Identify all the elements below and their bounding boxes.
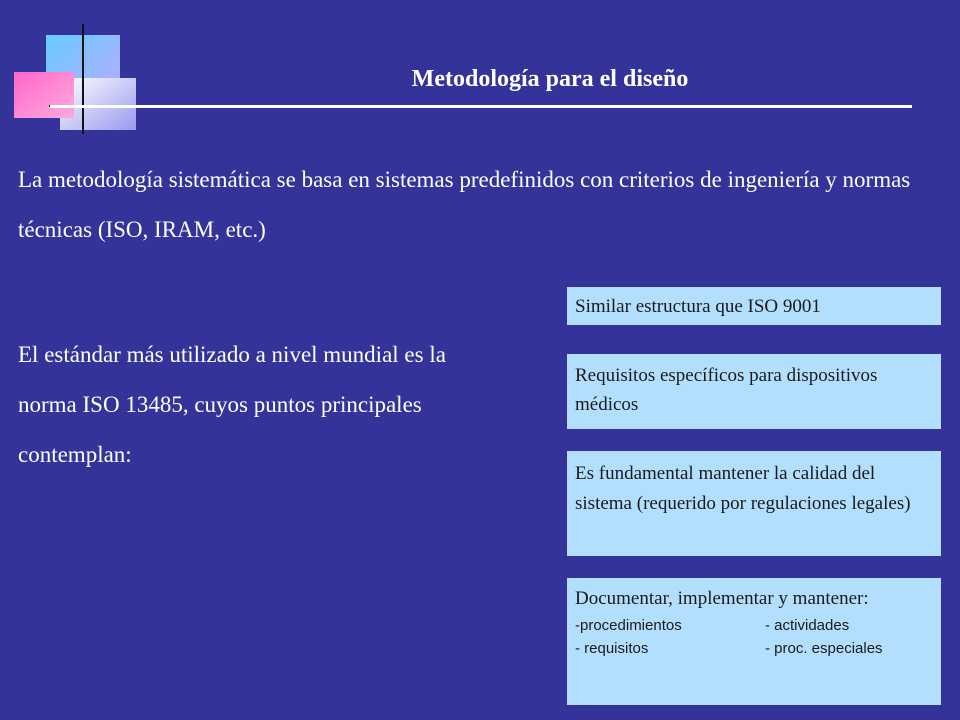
box-calidad [567,451,941,556]
slide-title: Metodología para el diseño [411,66,689,92]
list-item: -procedimientos [575,617,682,634]
title-underline [50,105,912,108]
decorative-squares [0,0,150,150]
list-item: - proc. especiales [765,640,883,657]
box-text: Es fundamental mantener la calidad del sistema (requerido por regulaciones legales) [575,463,911,514]
box-estructura [567,287,941,325]
box-text: Similar estructura que ISO 9001 [575,296,821,317]
list-item: - actividades [765,617,850,634]
list-row [575,637,933,660]
intro-paragraph: La metodología sistemática se basa en sistemas predefinidos con criterios de ingeniería y normas técnicas (ISO, IRAM, etc.) [18,167,911,242]
list-row [575,614,933,637]
box-requisitos [567,354,941,429]
box-documentar [567,578,941,705]
box-text: Documentar, implementar y mantener: [575,588,869,609]
box-text: Requisitos específicos para dispositivos médicos [575,365,878,415]
standard-paragraph: El estándar más utilizado a nivel mundial es la norma ISO 13485, cuyos puntos principales contemplan: [18,342,446,467]
list-item: - requisitos [575,640,649,657]
